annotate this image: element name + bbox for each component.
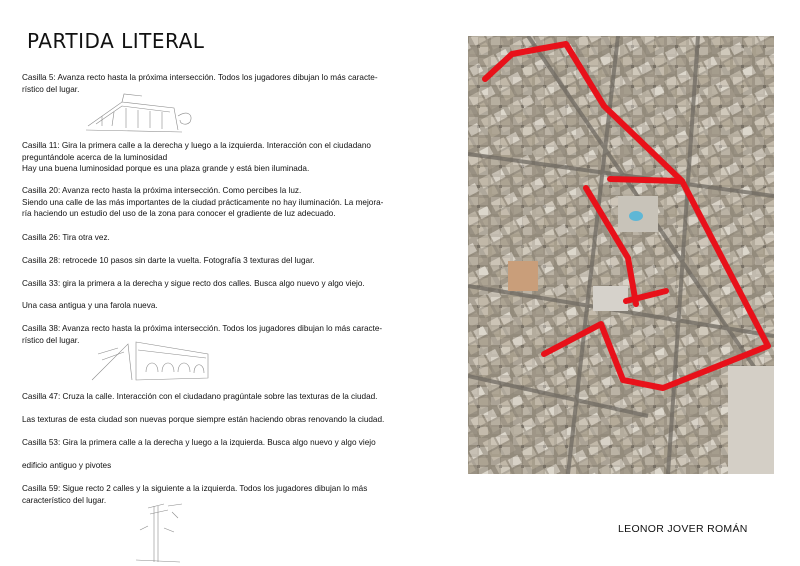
page-title: PARTIDA LITERAL — [27, 29, 205, 53]
entry-edificio — [22, 460, 422, 472]
entry-line: Casilla 26: Tira otra vez. — [22, 233, 110, 242]
entry-line: Siendo una calle de las más importantes de la ciudad prácticamente no hay iluminación. La mejora- — [22, 197, 384, 207]
entry-line: Casilla 59: Sigue recto 2 calles y la siguiente a la izquierda. Todos los jugadores dibujan lo más — [22, 484, 368, 493]
author-name: LEONOR JOVER ROMÁN — [618, 523, 748, 535]
aerial-route-map — [468, 36, 774, 474]
entry-line: Casilla 11: Gira la primera calle a la derecha y luego a la izquierda. Interacción con el ciudadano — [22, 141, 371, 150]
entry-casa-antigua — [22, 300, 422, 312]
map-image — [468, 36, 774, 474]
entry-line: Las texturas de esta ciudad son nuevas porque siempre están haciendo obras renovando la ciudad. — [22, 415, 385, 424]
entry-line: característico del lugar. — [22, 495, 107, 505]
entry-casilla-11 — [22, 140, 422, 175]
entry-line: Casilla 53: Gira la primera calle a la derecha y luego a la izquierda. Busca algo nuevo y algo viejo — [22, 438, 376, 447]
building-sketch — [82, 86, 202, 136]
lamppost-sketch — [128, 500, 188, 564]
entry-casilla-59 — [22, 483, 422, 506]
entry-line: Casilla 38: Avanza recto hasta la próxima intersección. Todos los jugadores dibujan lo más caracte- — [22, 324, 383, 333]
entry-line: edificio antiguo y pivotes — [22, 461, 112, 470]
entry-line: Casilla 47: Cruza la calle. Interacción con el ciudadano pragúntale sobre las texturas de la ciudad. — [22, 392, 378, 401]
entry-casilla-53 — [22, 437, 422, 449]
arcade-sketch — [88, 336, 213, 382]
entry-casilla-28 — [22, 255, 422, 267]
entry-texturas — [22, 414, 422, 426]
entry-line: Hay una buena luminosidad porque es una plaza grande y está bien iluminada. — [22, 164, 310, 174]
entry-line: preguntándole acerca de la luminosidad — [22, 152, 168, 162]
entry-line: ría haciendo un estudio del uso de la zona para conocer el gradiente de luz adecuado. — [22, 209, 336, 219]
entry-casilla-47 — [22, 391, 422, 403]
entry-casilla-38 — [22, 323, 422, 346]
entry-casilla-20 — [22, 185, 422, 220]
entry-line: Casilla 33: gira la primera a la derecha y sigue recto dos calles. Busca algo nuevo y algo viejo. — [22, 279, 365, 288]
entry-line: rístico del lugar. — [22, 335, 80, 345]
entry-line: Una casa antigua y una farola nueva. — [22, 301, 158, 310]
entry-casilla-33 — [22, 278, 422, 290]
entry-line: Casilla 5: Avanza recto hasta la próxima intersección. Todos los jugadores dibujan lo más caracte- — [22, 73, 378, 82]
entry-casilla-26 — [22, 232, 422, 244]
entry-line: rístico del lugar. — [22, 84, 80, 94]
entry-line: Casilla 28: retrocede 10 pasos sin darte la vuelta. Fotografía 3 texturas del lugar. — [22, 256, 315, 265]
entry-line: Casilla 20: Avanza recto hasta la próxima intersección. Como percibes la luz. — [22, 186, 302, 195]
